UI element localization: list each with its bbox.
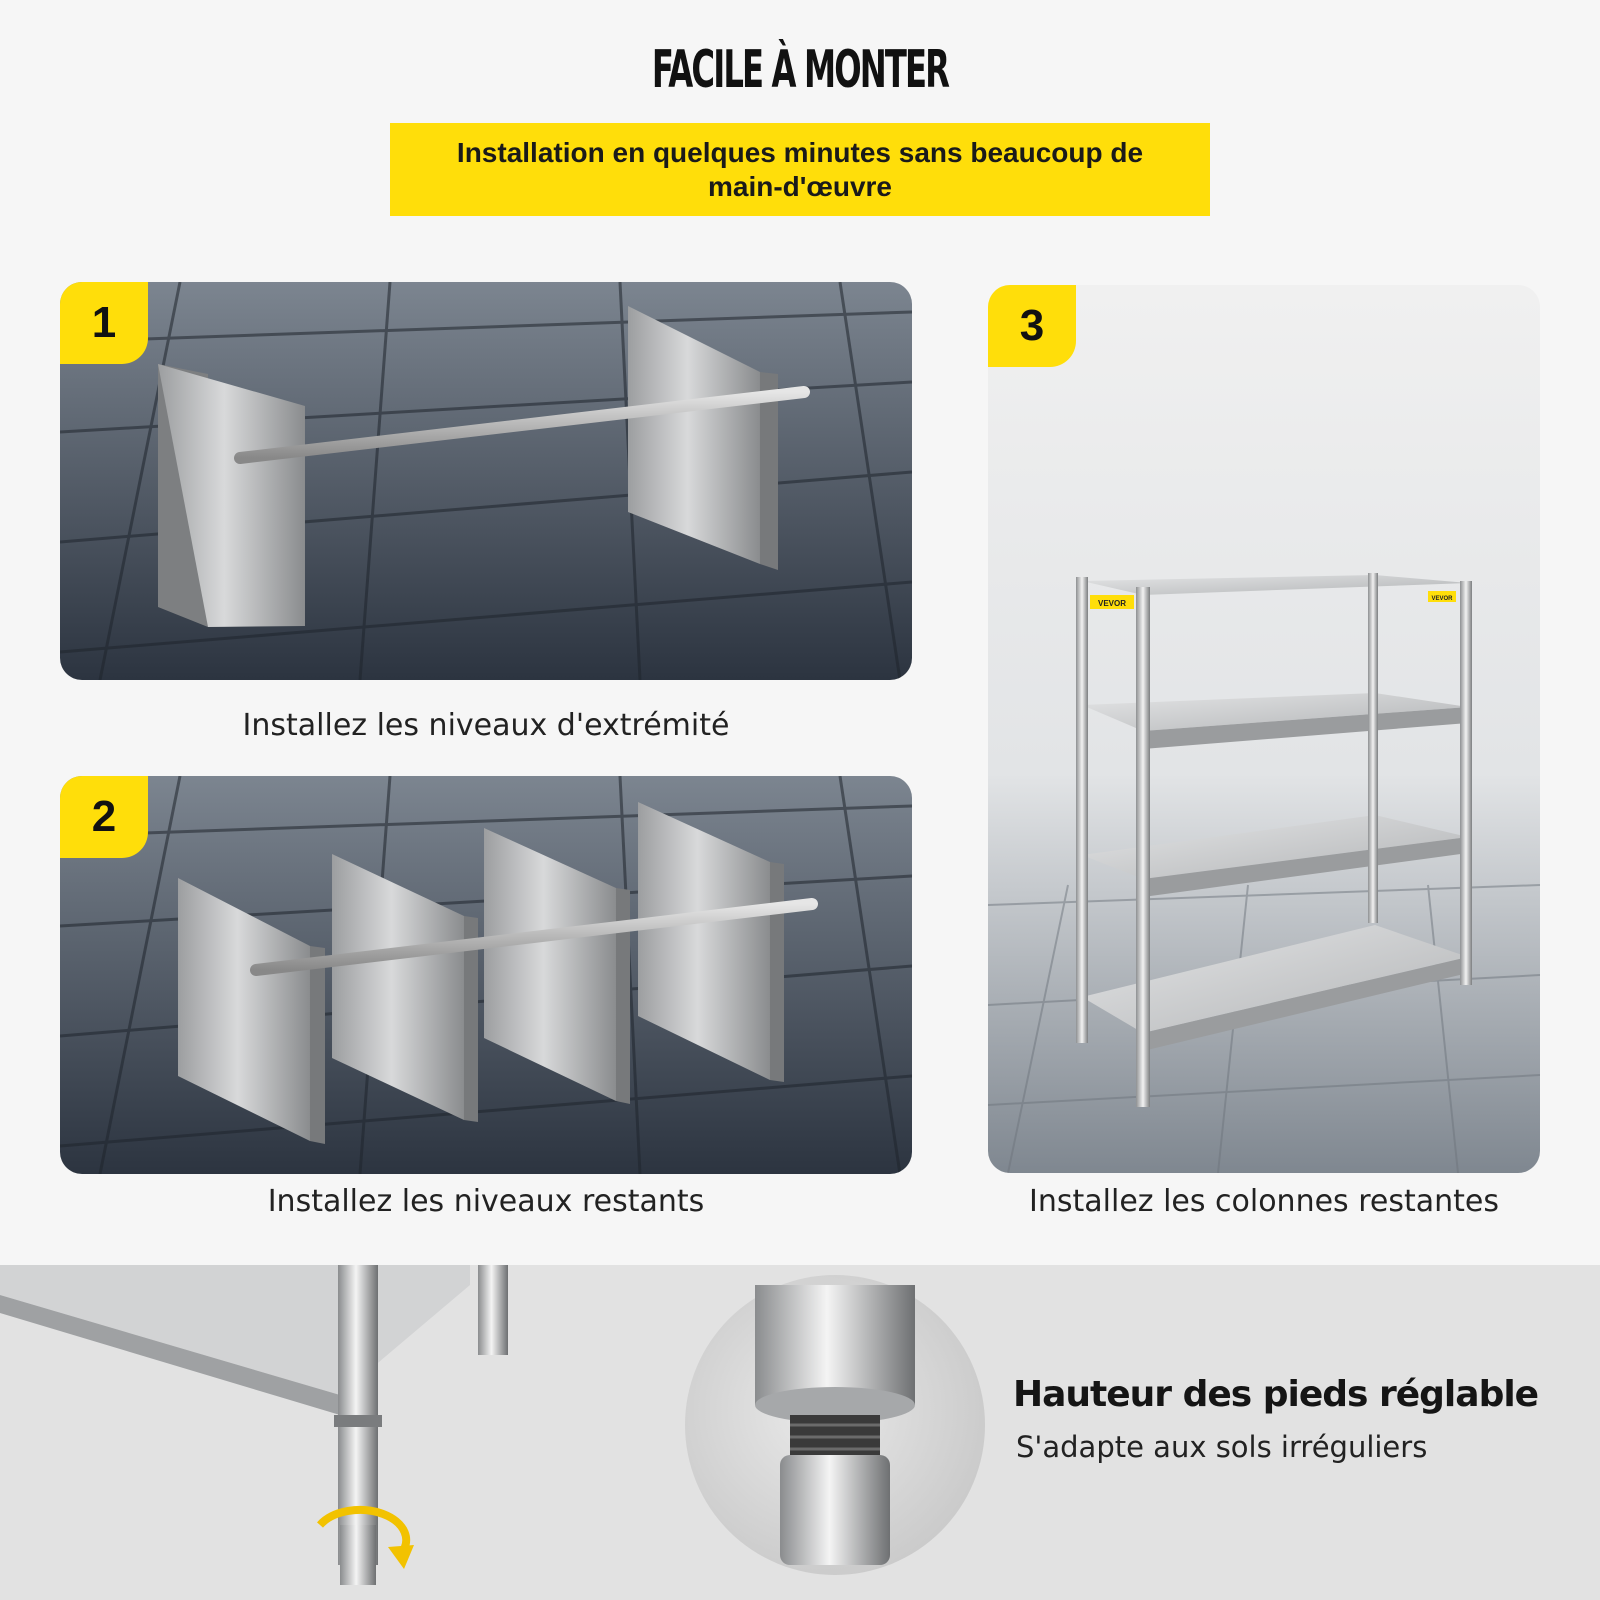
svg-text:VEVOR: VEVOR [1431,596,1453,602]
step-2-panel [60,776,912,1174]
subtitle-banner [390,123,1210,216]
step-3-illustration [988,285,1540,1173]
rotate-arrow-icon [388,1545,414,1569]
step-1-badge: 1 [60,282,148,364]
svg-text:VEVOR: VEVOR [1097,599,1127,608]
step-2-illustration [60,776,912,1174]
feature-subtitle: S'adapte aux sols irréguliers [1016,1430,1428,1464]
feature-title: Hauteur des pieds réglable [1013,1374,1539,1415]
step-3-badge: 3 [988,285,1076,367]
banner-text: Installation en quelques minutes sans beaucoup de main-d'œuvre [456,136,1144,202]
step-3-caption: Installez les colonnes restantes [1029,1184,1499,1219]
step-2-caption: Installez les niveaux restants [267,1184,705,1219]
page-title: FACILE À MONTER [651,40,949,100]
step-1-caption: Installez les niveaux d'extrémité [242,708,730,743]
step-2-badge: 2 [60,776,148,858]
step-1-panel [60,282,912,680]
step-1-illustration [60,282,912,680]
step-3-panel [988,285,1540,1173]
